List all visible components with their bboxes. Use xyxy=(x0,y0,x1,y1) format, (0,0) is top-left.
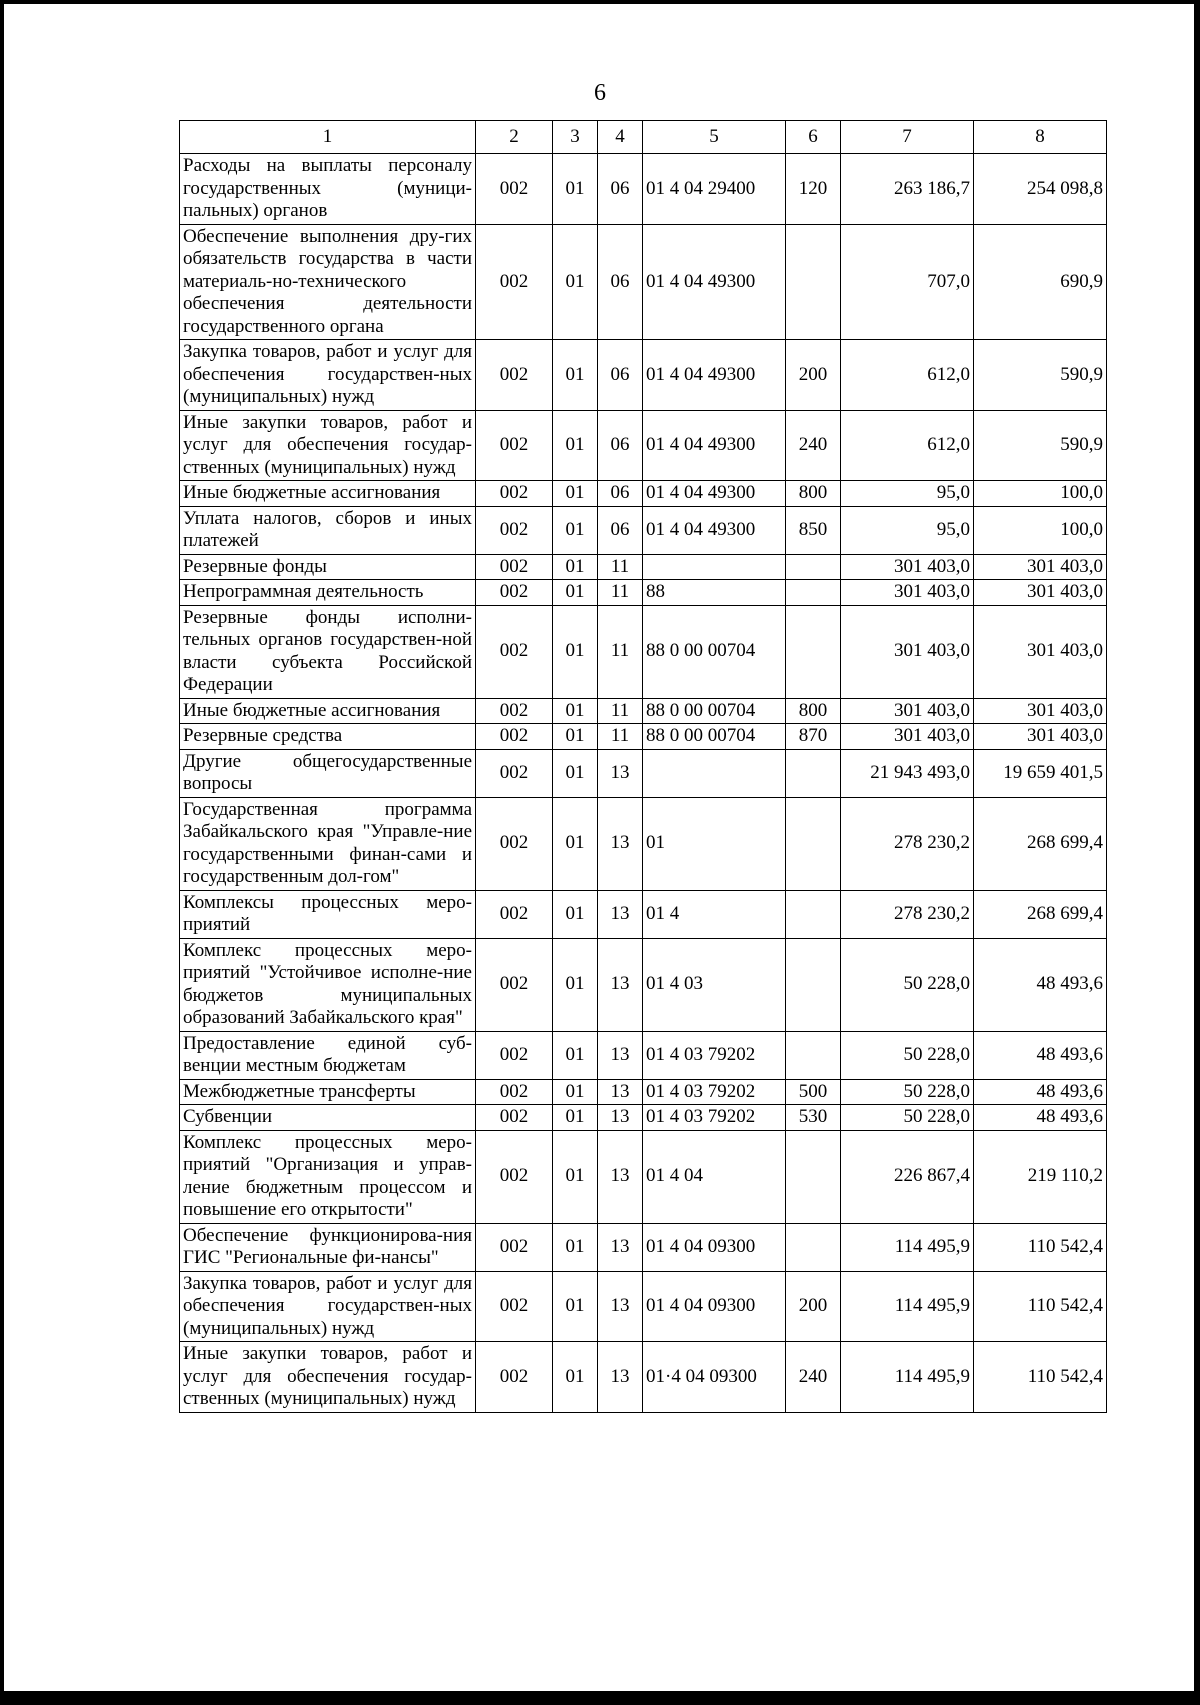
col-header-3: 3 xyxy=(553,121,598,154)
cell-admin-code: 002 xyxy=(476,724,553,750)
cell-admin-code: 002 xyxy=(476,749,553,797)
cell-amount-1: 612,0 xyxy=(841,410,974,481)
table-row xyxy=(180,1031,1107,1079)
cell-admin-code: 002 xyxy=(476,1105,553,1131)
cell-section: 01 xyxy=(553,340,598,411)
cell-expense-type: 800 xyxy=(786,698,841,724)
cell-amount-1: 301 403,0 xyxy=(841,724,974,750)
cell-amount-2: 48 493,6 xyxy=(974,938,1107,1031)
cell-section: 01 xyxy=(553,1223,598,1271)
cell-subsection: 13 xyxy=(598,1105,643,1131)
cell-admin-code: 002 xyxy=(476,1079,553,1105)
row-name: Обеспечение выполнения дру-гих обязательств государства в части материаль-но-технического обеспечения деятельности государственного органа xyxy=(180,224,476,340)
cell-amount-1: 114 495,9 xyxy=(841,1342,974,1413)
cell-amount-2: 301 403,0 xyxy=(974,698,1107,724)
cell-section: 01 xyxy=(553,938,598,1031)
cell-admin-code: 002 xyxy=(476,1031,553,1079)
cell-amount-2: 110 542,4 xyxy=(974,1271,1107,1342)
cell-target-code: 01 4 04 49300 xyxy=(643,506,786,554)
cell-subsection: 13 xyxy=(598,797,643,890)
row-name: Резервные фонды xyxy=(180,554,476,580)
cell-amount-2: 100,0 xyxy=(974,506,1107,554)
cell-amount-1: 50 228,0 xyxy=(841,1105,974,1131)
cell-target-code: 01 4 xyxy=(643,890,786,938)
cell-section: 01 xyxy=(553,224,598,340)
row-name: Уплата налогов, сборов и иных платежей xyxy=(180,506,476,554)
table-row xyxy=(180,698,1107,724)
cell-section: 01 xyxy=(553,890,598,938)
table-row xyxy=(180,481,1107,507)
cell-target-code xyxy=(643,554,786,580)
table-row xyxy=(180,1079,1107,1105)
cell-expense-type xyxy=(786,749,841,797)
cell-expense-type: 120 xyxy=(786,154,841,225)
table-body xyxy=(180,154,1107,1413)
cell-amount-2: 301 403,0 xyxy=(974,724,1107,750)
cell-amount-2: 590,9 xyxy=(974,410,1107,481)
cell-amount-1: 21 943 493,0 xyxy=(841,749,974,797)
cell-subsection: 06 xyxy=(598,481,643,507)
cell-subsection: 06 xyxy=(598,154,643,225)
cell-target-code: 01 4 03 79202 xyxy=(643,1105,786,1131)
cell-target-code: 01 4 03 79202 xyxy=(643,1079,786,1105)
table-row xyxy=(180,938,1107,1031)
cell-admin-code: 002 xyxy=(476,938,553,1031)
cell-expense-type xyxy=(786,605,841,698)
cell-amount-2: 110 542,4 xyxy=(974,1223,1107,1271)
cell-section: 01 xyxy=(553,481,598,507)
table-row xyxy=(180,506,1107,554)
table-row xyxy=(180,749,1107,797)
cell-amount-1: 114 495,9 xyxy=(841,1223,974,1271)
cell-expense-type xyxy=(786,580,841,606)
cell-admin-code: 002 xyxy=(476,1223,553,1271)
col-header-4: 4 xyxy=(598,121,643,154)
table-row xyxy=(180,580,1107,606)
cell-amount-1: 95,0 xyxy=(841,506,974,554)
cell-amount-1: 50 228,0 xyxy=(841,1079,974,1105)
table-row xyxy=(180,410,1107,481)
cell-expense-type: 850 xyxy=(786,506,841,554)
cell-amount-1: 301 403,0 xyxy=(841,580,974,606)
cell-admin-code: 002 xyxy=(476,698,553,724)
cell-amount-1: 50 228,0 xyxy=(841,1031,974,1079)
cell-subsection: 13 xyxy=(598,1130,643,1223)
cell-expense-type: 240 xyxy=(786,1342,841,1413)
row-name: Обеспечение функционирова-ния ГИС "Региональные фи-нансы" xyxy=(180,1223,476,1271)
cell-subsection: 11 xyxy=(598,724,643,750)
cell-section: 01 xyxy=(553,1031,598,1079)
row-name: Государственная программа Забайкальского края "Управле-ние государственными финан-сами и государственным дол-гом" xyxy=(180,797,476,890)
cell-amount-1: 612,0 xyxy=(841,340,974,411)
table-row xyxy=(180,340,1107,411)
cell-subsection: 13 xyxy=(598,1031,643,1079)
table-row xyxy=(180,1130,1107,1223)
table-row xyxy=(180,605,1107,698)
cell-amount-1: 226 867,4 xyxy=(841,1130,974,1223)
cell-amount-2: 590,9 xyxy=(974,340,1107,411)
cell-expense-type: 530 xyxy=(786,1105,841,1131)
cell-expense-type: 240 xyxy=(786,410,841,481)
cell-expense-type xyxy=(786,1223,841,1271)
cell-amount-2: 48 493,6 xyxy=(974,1031,1107,1079)
cell-amount-1: 278 230,2 xyxy=(841,797,974,890)
cell-admin-code: 002 xyxy=(476,1342,553,1413)
col-header-8: 8 xyxy=(974,121,1107,154)
row-name: Непрограммная деятельность xyxy=(180,580,476,606)
table-row xyxy=(180,224,1107,340)
cell-subsection: 06 xyxy=(598,410,643,481)
cell-admin-code: 002 xyxy=(476,890,553,938)
table-row xyxy=(180,1271,1107,1342)
cell-subsection: 13 xyxy=(598,749,643,797)
cell-amount-2: 100,0 xyxy=(974,481,1107,507)
cell-expense-type xyxy=(786,554,841,580)
cell-section: 01 xyxy=(553,1105,598,1131)
cell-section: 01 xyxy=(553,410,598,481)
cell-amount-1: 301 403,0 xyxy=(841,554,974,580)
cell-section: 01 xyxy=(553,724,598,750)
cell-subsection: 13 xyxy=(598,1079,643,1105)
row-name: Резервные средства xyxy=(180,724,476,750)
cell-amount-2: 268 699,4 xyxy=(974,890,1107,938)
cell-section: 01 xyxy=(553,698,598,724)
row-name: Закупка товаров, работ и услуг для обеспечения государствен-ных (муниципальных) нужд xyxy=(180,1271,476,1342)
table-row xyxy=(180,1342,1107,1413)
table-row xyxy=(180,724,1107,750)
cell-target-code: 01 4 04 09300 xyxy=(643,1271,786,1342)
cell-amount-2: 301 403,0 xyxy=(974,605,1107,698)
cell-subsection: 11 xyxy=(598,605,643,698)
cell-target-code: 01 4 04 49300 xyxy=(643,224,786,340)
cell-admin-code: 002 xyxy=(476,506,553,554)
row-name: Резервные фонды исполни-тельных органов государствен-ной власти субъекта Российской Федерации xyxy=(180,605,476,698)
cell-subsection: 11 xyxy=(598,580,643,606)
table-row xyxy=(180,797,1107,890)
cell-amount-1: 95,0 xyxy=(841,481,974,507)
cell-amount-2: 268 699,4 xyxy=(974,797,1107,890)
table-row xyxy=(180,154,1107,225)
cell-amount-2: 19 659 401,5 xyxy=(974,749,1107,797)
cell-expense-type: 800 xyxy=(786,481,841,507)
cell-admin-code: 002 xyxy=(476,605,553,698)
cell-section: 01 xyxy=(553,605,598,698)
table-row xyxy=(180,890,1107,938)
row-name: Субвенции xyxy=(180,1105,476,1131)
cell-amount-2: 48 493,6 xyxy=(974,1105,1107,1131)
cell-expense-type: 200 xyxy=(786,340,841,411)
cell-subsection: 06 xyxy=(598,340,643,411)
row-name: Другие общегосударственные вопросы xyxy=(180,749,476,797)
cell-section: 01 xyxy=(553,580,598,606)
scan-border-top xyxy=(0,0,1200,4)
cell-subsection: 11 xyxy=(598,698,643,724)
row-name: Иные закупки товаров, работ и услуг для обеспечения государ-ственных (муниципальных) нужд xyxy=(180,410,476,481)
cell-admin-code: 002 xyxy=(476,797,553,890)
col-header-2: 2 xyxy=(476,121,553,154)
cell-admin-code: 002 xyxy=(476,1271,553,1342)
budget-table xyxy=(179,120,1107,1413)
cell-admin-code: 002 xyxy=(476,410,553,481)
cell-target-code: 01 4 04 49300 xyxy=(643,340,786,411)
cell-amount-1: 301 403,0 xyxy=(841,605,974,698)
col-header-6: 6 xyxy=(786,121,841,154)
cell-amount-1: 114 495,9 xyxy=(841,1271,974,1342)
scan-border-bottom xyxy=(0,1691,1200,1705)
cell-target-code: 01 4 04 29400 xyxy=(643,154,786,225)
cell-amount-2: 690,9 xyxy=(974,224,1107,340)
cell-target-code: 01 xyxy=(643,797,786,890)
cell-amount-2: 219 110,2 xyxy=(974,1130,1107,1223)
page-number: 6 xyxy=(594,80,606,106)
header-row xyxy=(180,121,1107,154)
cell-section: 01 xyxy=(553,797,598,890)
row-name: Иные бюджетные ассигнования xyxy=(180,481,476,507)
cell-admin-code: 002 xyxy=(476,1130,553,1223)
cell-target-code: 01 4 04 xyxy=(643,1130,786,1223)
cell-admin-code: 002 xyxy=(476,554,553,580)
scan-border-right xyxy=(1194,0,1200,1705)
cell-section: 01 xyxy=(553,1079,598,1105)
cell-expense-type: 500 xyxy=(786,1079,841,1105)
row-name: Комплекс процессных меро-приятий "Организация и управ-ление бюджетным процессом и повышение его открытости" xyxy=(180,1130,476,1223)
cell-subsection: 13 xyxy=(598,1223,643,1271)
row-name: Иные бюджетные ассигнования xyxy=(180,698,476,724)
cell-subsection: 13 xyxy=(598,1271,643,1342)
cell-subsection: 11 xyxy=(598,554,643,580)
cell-expense-type: 870 xyxy=(786,724,841,750)
cell-target-code: 01·4 04 09300 xyxy=(643,1342,786,1413)
cell-section: 01 xyxy=(553,1130,598,1223)
cell-target-code: 01 4 04 09300 xyxy=(643,1223,786,1271)
cell-target-code: 88 0 00 00704 xyxy=(643,605,786,698)
cell-amount-2: 301 403,0 xyxy=(974,580,1107,606)
cell-expense-type xyxy=(786,224,841,340)
cell-admin-code: 002 xyxy=(476,154,553,225)
cell-expense-type xyxy=(786,1130,841,1223)
cell-target-code: 01 4 03 79202 xyxy=(643,1031,786,1079)
cell-target-code: 88 0 00 00704 xyxy=(643,724,786,750)
cell-expense-type xyxy=(786,938,841,1031)
row-name: Закупка товаров, работ и услуг для обеспечения государствен-ных (муниципальных) нужд xyxy=(180,340,476,411)
cell-target-code: 01 4 04 49300 xyxy=(643,410,786,481)
cell-target-code: 88 xyxy=(643,580,786,606)
col-header-5: 5 xyxy=(643,121,786,154)
cell-admin-code: 002 xyxy=(476,580,553,606)
col-header-1: 1 xyxy=(180,121,476,154)
cell-section: 01 xyxy=(553,749,598,797)
cell-section: 01 xyxy=(553,154,598,225)
cell-target-code: 88 0 00 00704 xyxy=(643,698,786,724)
cell-section: 01 xyxy=(553,1271,598,1342)
table-row xyxy=(180,1223,1107,1271)
cell-amount-2: 254 098,8 xyxy=(974,154,1107,225)
row-name: Межбюджетные трансферты xyxy=(180,1079,476,1105)
cell-section: 01 xyxy=(553,554,598,580)
cell-subsection: 13 xyxy=(598,938,643,1031)
row-name: Комплексы процессных меро-приятий xyxy=(180,890,476,938)
cell-expense-type xyxy=(786,1031,841,1079)
cell-target-code: 01 4 03 xyxy=(643,938,786,1031)
cell-amount-1: 263 186,7 xyxy=(841,154,974,225)
table-row xyxy=(180,1105,1107,1131)
scan-border-left xyxy=(0,0,4,1705)
cell-admin-code: 002 xyxy=(476,481,553,507)
cell-subsection: 06 xyxy=(598,224,643,340)
table-row xyxy=(180,554,1107,580)
cell-subsection: 13 xyxy=(598,1342,643,1413)
cell-target-code: 01 4 04 49300 xyxy=(643,481,786,507)
cell-amount-2: 48 493,6 xyxy=(974,1079,1107,1105)
cell-amount-2: 301 403,0 xyxy=(974,554,1107,580)
cell-amount-1: 278 230,2 xyxy=(841,890,974,938)
row-name: Иные закупки товаров, работ и услуг для обеспечения государ-ственных (муниципальных) нужд xyxy=(180,1342,476,1413)
cell-admin-code: 002 xyxy=(476,340,553,411)
cell-admin-code: 002 xyxy=(476,224,553,340)
cell-subsection: 13 xyxy=(598,890,643,938)
cell-section: 01 xyxy=(553,506,598,554)
row-name: Комплекс процессных меро-приятий "Устойчивое исполне-ние бюджетов муниципальных образований Забайкальского края" xyxy=(180,938,476,1031)
cell-section: 01 xyxy=(553,1342,598,1413)
cell-amount-2: 110 542,4 xyxy=(974,1342,1107,1413)
cell-amount-1: 707,0 xyxy=(841,224,974,340)
cell-expense-type: 200 xyxy=(786,1271,841,1342)
cell-amount-1: 50 228,0 xyxy=(841,938,974,1031)
row-name: Предоставление единой суб-венции местным бюджетам xyxy=(180,1031,476,1079)
cell-amount-1: 301 403,0 xyxy=(841,698,974,724)
cell-expense-type xyxy=(786,797,841,890)
cell-subsection: 06 xyxy=(598,506,643,554)
col-header-7: 7 xyxy=(841,121,974,154)
cell-expense-type xyxy=(786,890,841,938)
row-name: Расходы на выплаты персоналу государственных (муници-пальных) органов xyxy=(180,154,476,225)
cell-target-code xyxy=(643,749,786,797)
